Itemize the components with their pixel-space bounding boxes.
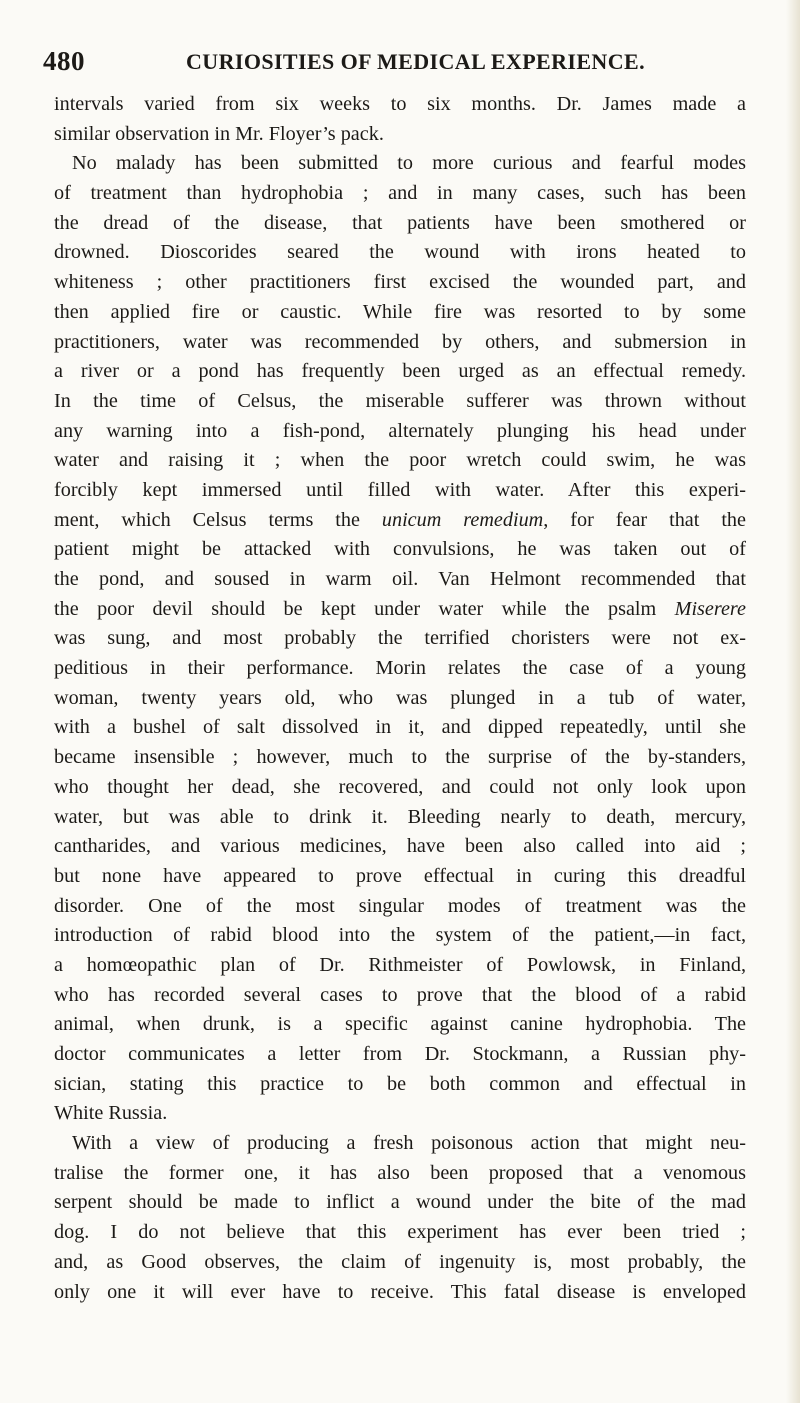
text-line: tralise the former one, it has also been proposed that a venomous — [54, 1161, 746, 1184]
text-line: doctor communicates a letter from Dr. Stockmann, a Russian phy- — [54, 1043, 746, 1065]
page-header — [43, 46, 645, 86]
body-text — [54, 90, 746, 1307]
text-line: patient might be attacked with convulsions, he was taken out of — [54, 538, 746, 561]
text-line — [54, 595, 746, 625]
text-line: cantharides, and various medicines, have been also called into aid ; — [54, 835, 746, 858]
text-line: then applied fire or caustic. While fire was resorted to by some — [54, 300, 746, 323]
text-line: whiteness ; other practitioners first excised the wounded part, and — [54, 271, 746, 294]
text-line: introduction of rabid blood into the system of the patient,—in fact, — [54, 924, 746, 947]
text-run: ment, which Celsus terms the — [54, 508, 382, 531]
text-line: became insensible ; however, much to the surprise of the by-standers, — [54, 746, 746, 769]
page-number: 480 — [43, 46, 85, 76]
text-line: With a view of producing a fresh poisonous action that might neu- — [72, 1132, 746, 1155]
text-line: woman, twenty years old, who was plunged in a tub of water, — [54, 686, 746, 709]
text-line: drowned. Dioscorides seared the wound with irons heated to — [54, 241, 746, 264]
page-edge-shadow — [786, 0, 800, 1403]
text-line: a homœopathic plan of Dr. Rithmeister of Powlowsk, in Finland, — [54, 953, 746, 976]
text-line: and, as Good observes, the claim of ingenuity is, most probably, the — [54, 1250, 746, 1273]
text-line: peditious in their performance. Morin relates the case of a young — [54, 657, 746, 680]
text-line: animal, when drunk, is a specific against canine hydrophobia. The — [54, 1013, 746, 1036]
text-run: , for fear that the — [543, 508, 746, 531]
text-line: White Russia. — [54, 1102, 168, 1125]
italic-phrase: unicum remedium — [381, 508, 544, 531]
text-line: the dread of the disease, that patients have been smothered or — [54, 211, 746, 234]
text-line: similar observation in Mr. Floyer’s pack. — [54, 122, 384, 145]
text-line: intervals varied from six weeks to six months. Dr. James made a — [54, 93, 746, 115]
running-title: CURIOSITIES OF MEDICAL EXPERIENCE. — [186, 49, 645, 74]
text-line: the pond, and soused in warm oil. Van Helmont recommended that — [54, 568, 746, 590]
text-line: any warning into a fish-pond, alternately plunging his head under — [54, 419, 746, 442]
text-line: serpent should be made to inflict a wound under the bite of the mad — [54, 1191, 746, 1214]
text-line: who thought her dead, she recovered, and could not only look upon — [54, 775, 746, 798]
text-run: the poor devil should be kept under water while the psalm — [54, 597, 675, 620]
text-line: dog. I do not believe that this experiment has ever been tried ; — [54, 1221, 746, 1244]
text-line: sician, stating this practice to be both common and effectual in — [54, 1072, 746, 1095]
text-line: of treatment than hydrophobia ; and in many cases, such has been — [54, 182, 746, 205]
italic-phrase: Miserere — [674, 597, 746, 620]
text-line: who has recorded several cases to prove that the blood of a rabid — [54, 983, 746, 1006]
text-line: water and raising it ; when the poor wretch could swim, he was — [54, 449, 746, 472]
text-line: only one it will ever have to receive. This fatal disease is enveloped — [54, 1280, 746, 1303]
text-line: with a bushel of salt dissolved in it, and dipped repeatedly, until she — [54, 716, 746, 739]
text-line: In the time of Celsus, the miserable sufferer was thrown without — [54, 389, 746, 412]
text-line: practitioners, water was recommended by others, and submersion in — [54, 330, 746, 353]
text-line: was sung, and most probably the terrified choristers were not ex- — [54, 627, 746, 650]
text-line: water, but was able to drink it. Bleeding nearly to death, mercury, — [54, 805, 746, 828]
text-line: disorder. One of the most singular modes of treatment was the — [54, 894, 746, 917]
text-line: but none have appeared to prove effectual in curing this dreadful — [54, 864, 746, 887]
text-line: No malady has been submitted to more curious and fearful modes — [72, 152, 746, 175]
text-line: a river or a pond has frequently been urged as an effectual remedy. — [54, 360, 746, 383]
text-line — [54, 506, 746, 536]
text-line: forcibly kept immersed until filled with water. After this experi- — [54, 478, 746, 501]
